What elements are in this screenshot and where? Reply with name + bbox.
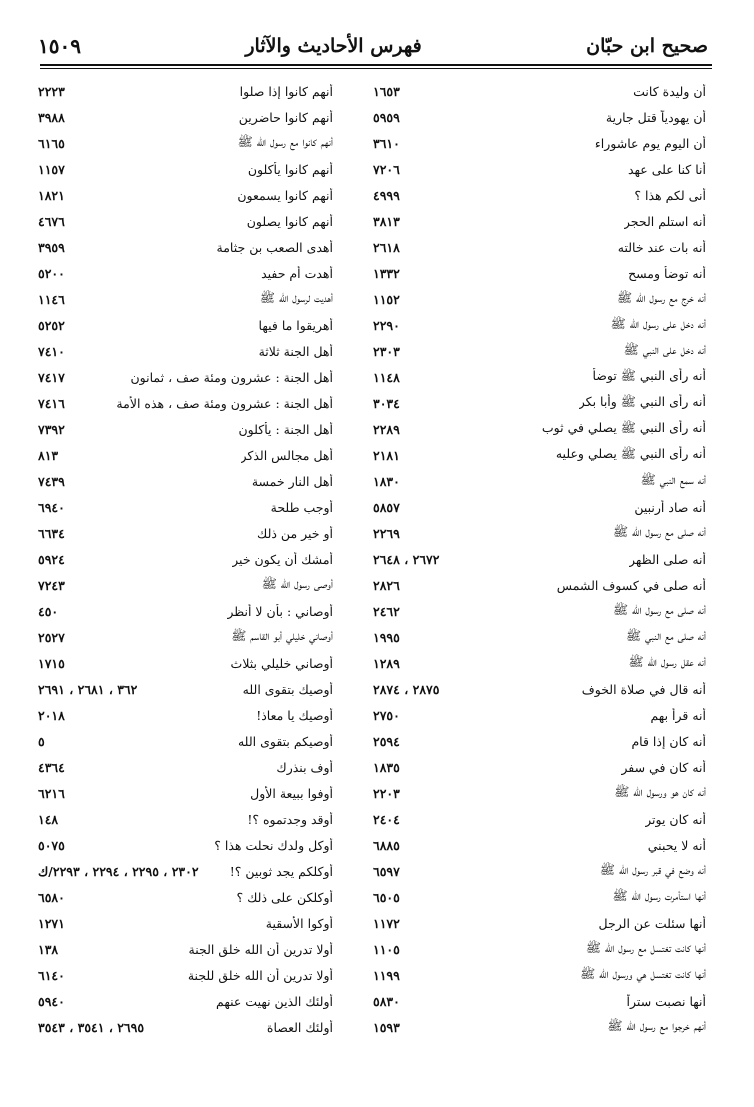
entry-reference: ٢٥٢٧ [38,629,65,645]
entry-reference: ٥٨٥٧ [373,499,400,515]
index-entry [373,156,706,182]
entry-text: أنه بات عند خالته [617,239,706,255]
entry-reference: ٣٦٢ ، ٢٦٨١ ، ٢٦٩١ [38,681,138,697]
entry-reference: ٥٢٥٢ [38,317,65,333]
entry-reference: ٢٣٠٣ [373,343,400,359]
entry-reference: ١١٥٧ [38,161,65,177]
index-entry [38,78,371,104]
entry-text: أوصيك بتقوى الله [242,681,333,697]
entry-reference: ٤٣٦٤ [38,759,65,775]
entry-reference: ٢٨٢٦ [373,577,400,593]
index-title: فهرس الأحاديث والآثار [245,35,422,57]
entry-reference: ٣٠٣٤ [373,395,400,411]
entry-reference: ٦٦٣٤ [38,525,65,541]
entry-text: أهل الجنة : يأكلون [238,421,333,437]
entry-reference: ٥٩٥٩ [373,109,400,125]
index-entry [38,416,371,442]
entry-text: أنه خرج مع رسول الله ﷺ [616,289,706,305]
entry-reference: ٧٢٤٣ [38,577,65,593]
index-entry [373,572,706,598]
entry-text: أنه كان يوتر [645,811,706,827]
entry-text: أنه كان إذا قام [631,733,706,749]
index-entry [38,364,371,390]
entry-reference: ١٨٣٥ [373,759,400,775]
entry-text: أنهم كانوا يصلون [246,213,333,229]
entry-text: أنها كانت تغتسل مع رسول الله ﷺ [585,939,706,955]
index-entry [38,624,371,650]
entry-reference: ١٣٣٢ [373,265,400,281]
entry-text: أولا تدرين أن الله خلق للجنة [187,967,333,983]
entry-reference: ١٣٨ [38,941,59,957]
index-entry [373,338,706,364]
index-entry [38,806,371,832]
index-entry [373,234,706,260]
index-entry [38,468,371,494]
entry-reference: ١٩٩٥ [373,629,400,645]
index-entry [373,702,706,728]
entry-text: أهل الجنة : عشرون ومئة صف ، ثمانون [130,369,333,385]
entry-text: أنه صلى الظهر [629,551,706,567]
entry-text: أنه صاد أرنبين [634,499,706,515]
entry-text: أنها استأمرت رسول الله ﷺ [612,887,706,903]
index-entry [373,962,706,988]
entry-reference: ٤٩٩٩ [373,187,400,203]
index-entry [373,468,706,494]
entry-reference: ٨١٣ [38,447,59,463]
index-entry [373,858,706,884]
entry-reference: ٦١٤٠ [38,967,65,983]
entry-reference: ٥٨٣٠ [373,993,400,1009]
entry-reference: ٢١٨١ [373,447,400,463]
entry-text: أنه صلى مع رسول الله ﷺ [612,601,706,617]
entry-text: أمشك أن يكون خير [232,551,333,567]
index-entry [373,520,706,546]
index-entry [373,624,706,650]
left-column [38,78,371,1040]
entry-text: أو خير من ذلك [257,525,333,541]
index-entry [373,182,706,208]
entry-text: أهل النار خمسة [251,473,333,489]
entry-text: أنه سمع النبي ﷺ [640,471,706,487]
index-entry [38,130,371,156]
index-entry [373,1014,706,1040]
entry-text: أهريقوا ما فيها [258,317,333,333]
entry-text: أنه قرأ بهم [650,707,706,723]
index-entry [373,390,706,416]
index-entry [373,208,706,234]
entry-reference: ٤٥٠ [38,603,59,619]
entry-reference: ٣٦١٠ [373,135,400,151]
entry-text: أنهم كانوا مع رسول الله ﷺ [237,133,333,149]
entry-text: أوصاني : بأن لا أنظر [227,603,333,619]
index-entry [373,910,706,936]
entry-text: أوجب طلحة [270,499,333,515]
index-entry [38,910,371,936]
entry-text: أنه صلى مع رسول الله ﷺ [612,523,706,539]
entry-reference: ١١٧٢ [373,915,400,931]
entry-text: أهل مجالس الذكر [240,447,333,463]
index-entry [38,780,371,806]
index-entry [373,728,706,754]
entry-reference: ٧٤١٦ [38,395,65,411]
entry-text: أنه استلم الحجر [623,213,706,229]
entry-reference: ١٨٢١ [38,187,65,203]
entry-text: أنه توضأ ومسح [628,265,706,281]
entry-text: أنها نصبت ستراً [626,993,706,1009]
index-entry [373,806,706,832]
entry-reference: ٢٦٧٢ ، ٢٦٤٨ [373,551,440,567]
entry-reference: ٢٨٧٥ ، ٢٨٧٤ [373,681,440,697]
page-header [38,30,708,62]
entry-reference: ٦٩٤٠ [38,499,65,515]
entry-reference: ٢٢٠٣ [373,785,400,801]
entry-text: أوصاني خليلي بثلاث [230,655,333,671]
index-entry [38,702,371,728]
index-entry [38,728,371,754]
entry-text: أن يهودياً قتل جارية [605,109,706,125]
entry-text: أنهم كانوا يأكلون [247,161,333,177]
entry-reference: ٦٢١٦ [38,785,65,801]
entry-text: أنهم كانوا يسمعون [237,187,333,203]
index-entry [373,286,706,312]
entry-reference: ٦٥٨٠ [38,889,65,905]
entry-text: أوصيكم بتقوى الله [237,733,333,749]
entry-text: أوصاني خليلي أبو القاسم ﷺ [231,627,333,643]
header-rule [40,64,712,66]
entry-text: أنهم كانوا حاضرين [238,109,333,125]
entry-text: أوقد وجدتموه ؟! [247,811,333,827]
index-entry [38,442,371,468]
entry-reference: ١٢٧١ [38,915,65,931]
entry-reference: ٤٦٧٦ [38,213,65,229]
index-entry [38,676,371,702]
entry-text: أنه دخل على رسول الله ﷺ [610,315,706,331]
entry-text: أوكل ولدك نحلت هذا ؟ [214,837,333,853]
index-entry [38,754,371,780]
entry-reference: ٥٩٤٠ [38,993,65,1009]
entry-reference: ١٧١٥ [38,655,65,671]
entry-reference: ٢٢٢٣ [38,83,65,99]
entry-text: أنه لا يحبني [647,837,706,853]
entry-reference: ٢٢٦٩ [373,525,400,541]
entry-text: أنى لكم هذا ؟ [634,187,706,203]
entry-reference: ١١٥٢ [373,291,400,307]
index-entry [373,650,706,676]
entry-reference: ١٤٨ [38,811,59,827]
entry-reference: ١١٤٨ [373,369,400,385]
entry-reference: ٥٩٢٤ [38,551,65,567]
index-entry [38,312,371,338]
entry-reference: ٢٦١٨ [373,239,400,255]
entry-reference: ٦٥٩٧ [373,863,400,879]
entry-reference: ١٢٨٩ [373,655,400,671]
entry-reference: ٧٢٠٦ [373,161,400,177]
index-entry [373,364,706,390]
index-entry [373,104,706,130]
entry-text: أنه رأى النبي ﷺ يصلي وعليه [555,445,706,461]
index-entry [373,312,706,338]
index-entry [38,936,371,962]
entry-text: أنها كانت تغتسل هي ورسول الله ﷺ [580,965,706,981]
entry-text: أنه رأى النبي ﷺ توضأ [592,367,706,383]
index-entry [38,156,371,182]
page-number: ١٥٠٩ [38,34,81,58]
entry-reference: ٧٤٣٩ [38,473,65,489]
entry-text: أوكلكن على ذلك ؟ [236,889,333,905]
index-entry [38,598,371,624]
entry-text: أنه وضع في قبر رسول الله ﷺ [599,861,706,877]
index-entry [373,130,706,156]
index-entry [373,494,706,520]
index-entry [38,390,371,416]
entry-reference: ١١٠٥ [373,941,400,957]
entry-reference: ٢٥٩٤ [373,733,400,749]
entry-reference: ٧٤١٠ [38,343,65,359]
index-entry [38,494,371,520]
index-entry [38,884,371,910]
entry-text: أنه صلى في كسوف الشمس [556,577,706,593]
entry-reference: ٦٥٠٥ [373,889,400,905]
entry-text: أنه رأى النبي ﷺ يصلي في ثوب [541,419,706,435]
index-entry [38,1014,371,1040]
entry-reference: ١٦٥٣ [373,83,400,99]
entry-reference: ١٥٩٣ [373,1019,400,1035]
entry-text: أنه رأى النبي ﷺ وأبا بكر [578,393,706,409]
entry-text: أنه قال في صلاة الخوف [581,681,706,697]
entry-text: أهدى الصعب بن جثامة [216,239,333,255]
entry-text: أولا تدرين أن الله خلق الجنة [188,941,333,957]
entry-reference: ٢٠١٨ [38,707,65,723]
entry-reference: ٢٦٩٥ ، ٣٥٤١ ، ٣٥٤٣ [38,1019,145,1035]
index-entry [373,988,706,1014]
entry-reference: ٣٩٨٨ [38,109,65,125]
entry-reference: ٣٩٥٩ [38,239,65,255]
index-entry [38,520,371,546]
index-entry [373,936,706,962]
index-entry [373,780,706,806]
index-entry [38,858,371,884]
entry-text: أنه كان هو ورسول الله ﷺ [614,783,706,799]
book-title: صحيح ابن حبّان [586,35,708,57]
entry-text: أوكلكم يجد ثوبين ؟! [229,863,333,879]
entry-text: أهدت أم حفيد [261,265,333,281]
entry-reference: ١١٤٦ [38,291,65,307]
entry-text: أنها سئلت عن الرجل [598,915,706,931]
index-entry [38,572,371,598]
entry-text: أوصى رسول الله ﷺ [261,575,333,591]
entry-reference: ٥٢٠٠ [38,265,65,281]
entry-text: أنا كنا على عهد [627,161,706,177]
index-entry [373,260,706,286]
entry-reference: ٦١٦٥ [38,135,65,151]
entry-text: أنه كان في سفر [621,759,706,775]
index-entry [373,416,706,442]
entry-text: أولئك الذين نهيت عنهم [216,993,333,1009]
index-entry [373,754,706,780]
index-entry [38,208,371,234]
entry-text: أنهم كانوا إذا صلوا [239,83,333,99]
entry-text: أوف بنذرك [276,759,333,775]
header-rule-thin [40,68,712,69]
entry-reference: ٧٤١٧ [38,369,65,385]
index-entry [373,832,706,858]
index-entry [373,546,706,572]
index-columns [38,78,706,1040]
entry-reference: ١٨٣٠ [373,473,400,489]
entry-reference: ٢٧٥٠ [373,707,400,723]
index-entry [38,988,371,1014]
index-entry [373,598,706,624]
index-entry [38,832,371,858]
entry-reference: ٥٠٧٥ [38,837,65,853]
index-entry [38,286,371,312]
entry-text: أوصيك يا معاذ! [256,707,333,723]
entry-reference: ١١٩٩ [373,967,400,983]
entry-text: أن اليوم يوم عاشوراء [594,135,706,151]
entry-reference: ٢٢٩٠ [373,317,400,333]
entry-text: أن وليدة كانت [633,83,706,99]
entry-text: أنه دخل على النبي ﷺ [623,341,706,357]
entry-reference: ٢٤٠٤ [373,811,400,827]
index-entry [38,546,371,572]
entry-reference: ٢٤٦٢ [373,603,400,619]
index-entry [38,650,371,676]
entry-text: أهل الجنة ثلاثة [258,343,333,359]
entry-reference: ٢٢٨٩ [373,421,400,437]
entry-reference: ٧٣٩٢ [38,421,65,437]
entry-text: أهل الجنة : عشرون ومئة صف ، هذه الأمة [116,395,333,411]
index-entry [38,962,371,988]
index-entry [38,104,371,130]
right-column [373,78,706,1040]
entry-reference: ٢٣٠٢ ، ٢٢٩٥ ، ٢٢٩٤ ، ٢٢٩٣/ك [38,863,199,879]
index-entry [38,260,371,286]
entry-text: أوكوا الأسقية [265,915,333,931]
index-entry [373,676,706,702]
index-entry [373,442,706,468]
entry-text: أنهم خرجوا مع رسول الله ﷺ [607,1017,706,1033]
entry-text: أنه صلى مع النبي ﷺ [625,627,706,643]
entry-text: أوفوا ببيعة الأول [250,785,333,801]
index-entry [373,884,706,910]
index-entry [38,338,371,364]
index-entry [38,234,371,260]
entry-text: أولئك العصاة [266,1019,333,1035]
entry-text: أهديت لرسول الله ﷺ [259,289,333,305]
entry-reference: ٣٨١٣ [373,213,400,229]
entry-reference: ٥ [38,733,45,749]
entry-reference: ٦٨٨٥ [373,837,400,853]
index-entry [38,182,371,208]
index-entry [373,78,706,104]
entry-text: أنه عقل رسول الله ﷺ [628,653,706,669]
